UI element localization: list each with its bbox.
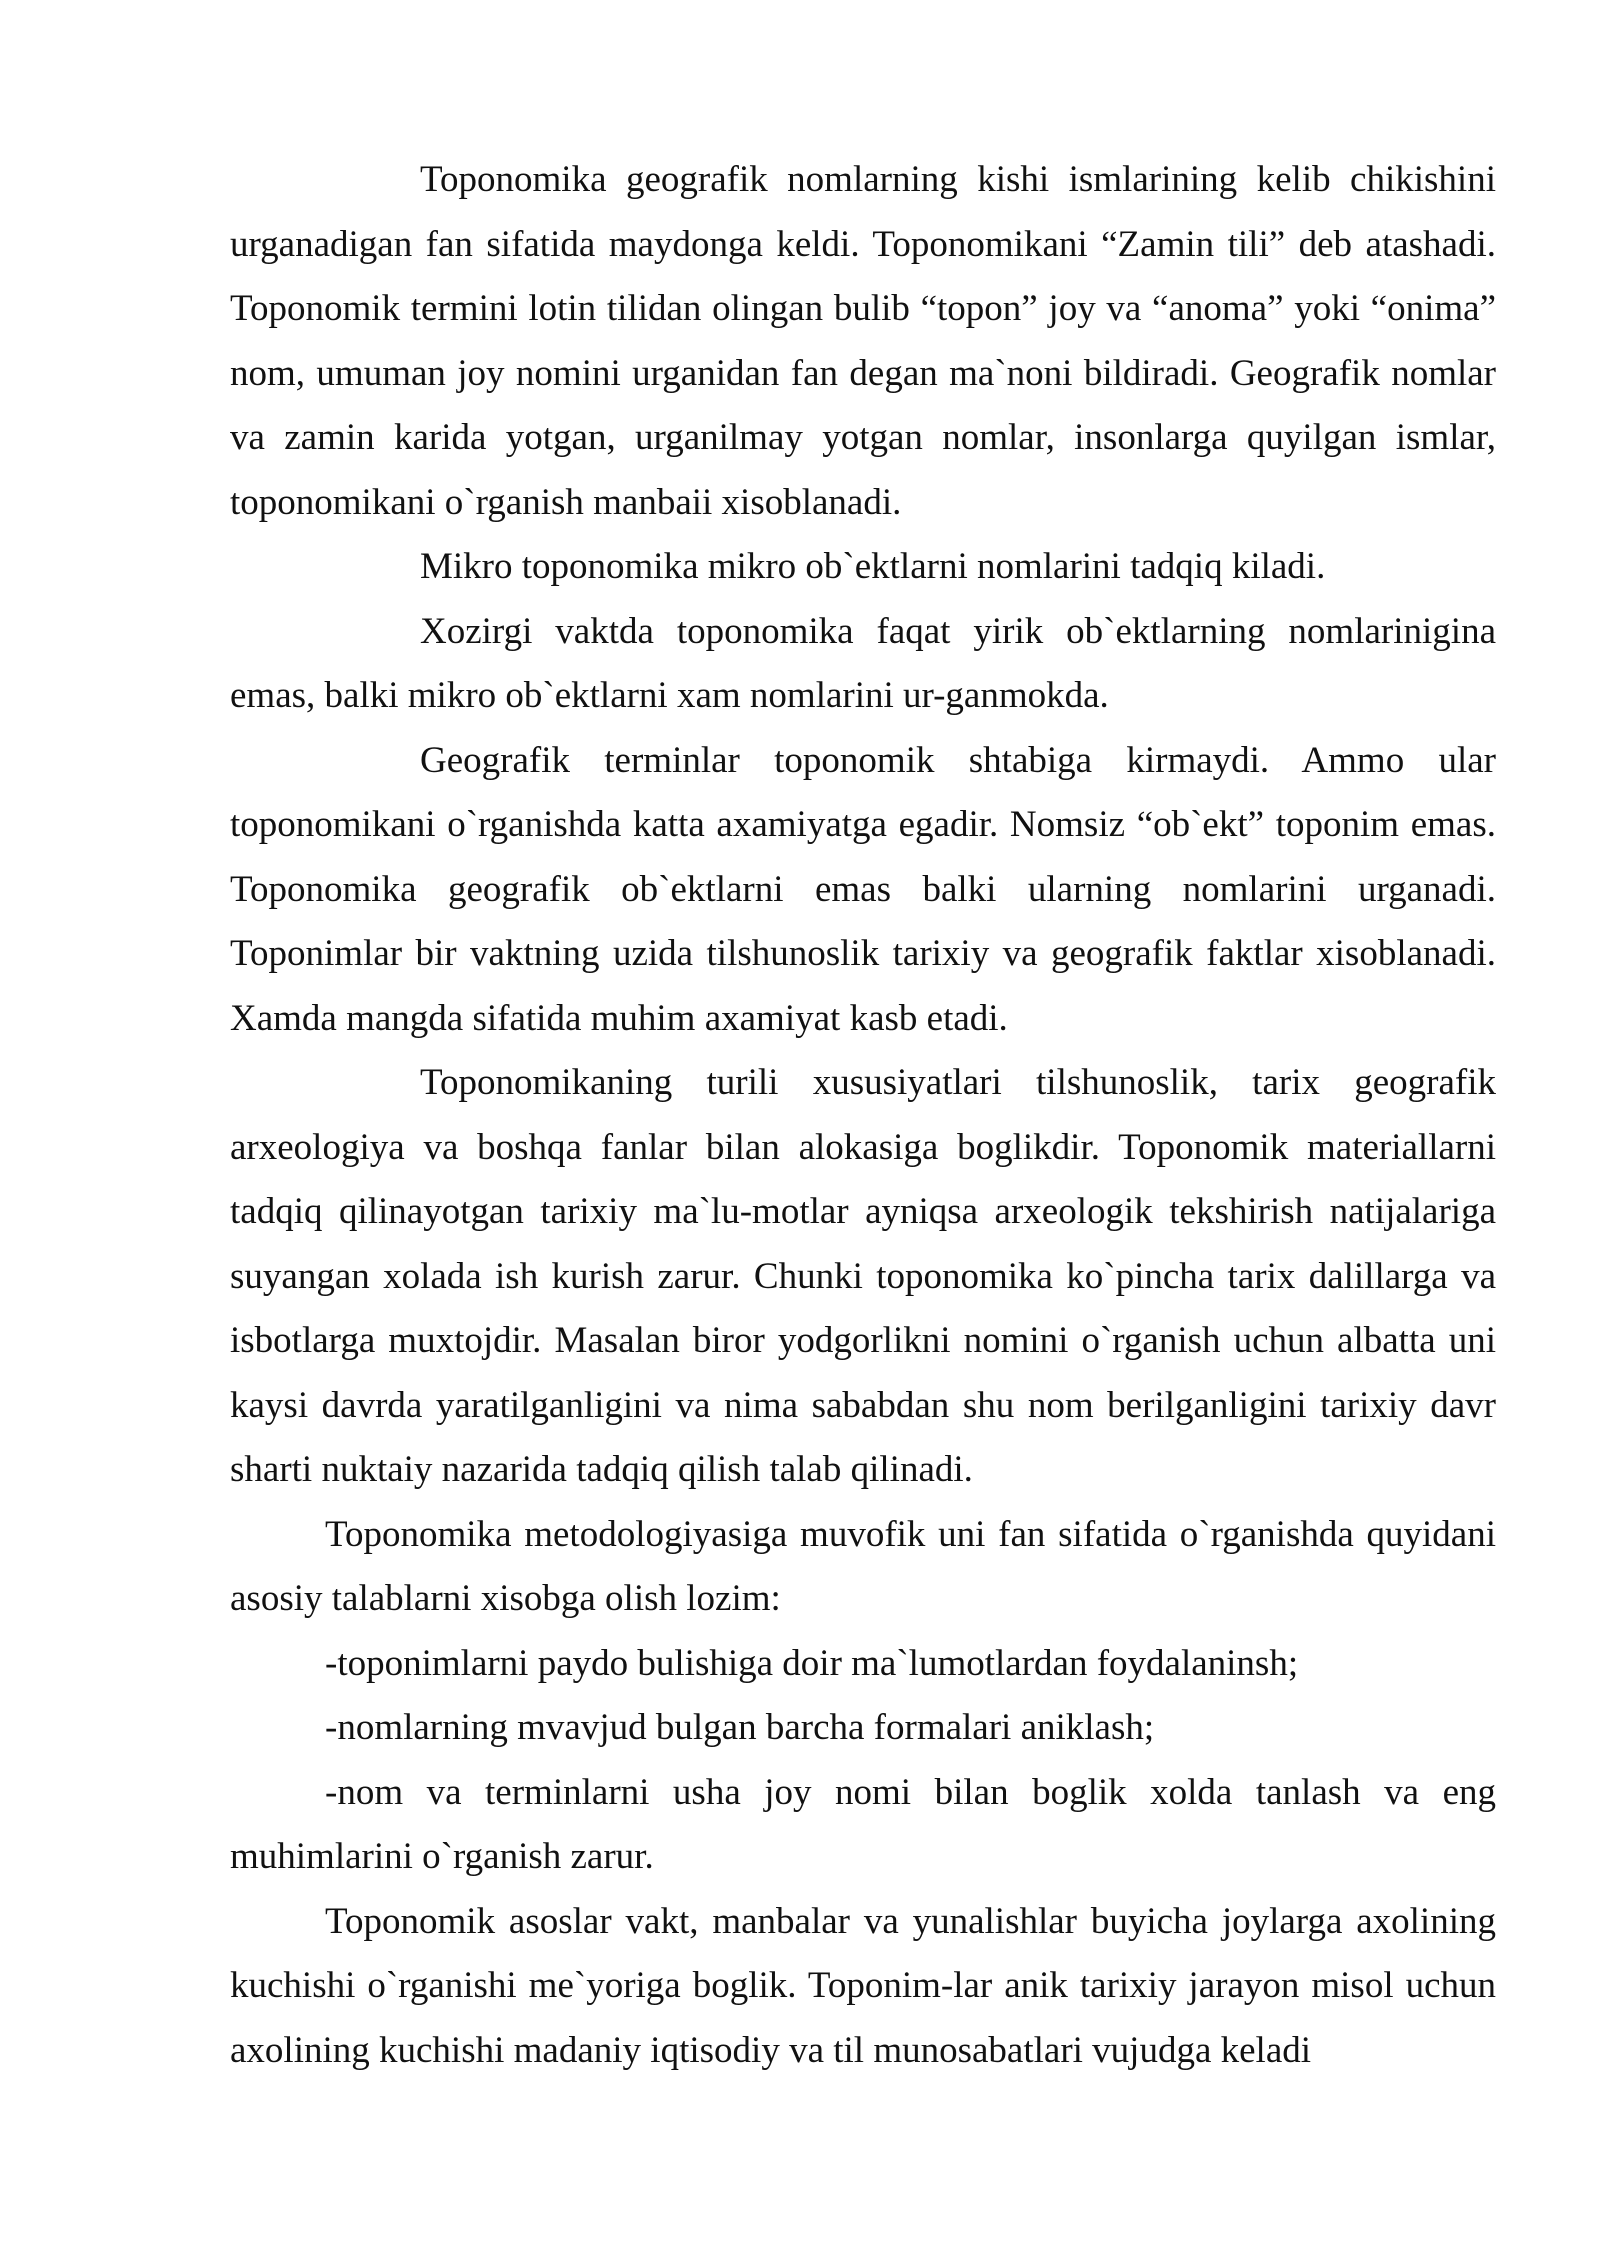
document-page	[230, 148, 1496, 2083]
paragraph-intro: Toponomika geografik nomlarning kishi ismlarining kelib chikishini urganadigan fan sifatida maydonga keldi. Toponomikani “Zamin tili” deb atashadi. Toponomik termini lotin tilidan olingan bulib “topon” joy va “anoma” yoki “onima” nom, umuman joy nomini urganidan fan degan ma`noni bildiradi. Geografik nomlar va zamin karida yotgan, urganilmay yotgan nomlar, insonlarga quyilgan ismlar, toponomikani o`rganish manbaii xisoblanadi.	[230, 159, 1496, 523]
list-item-toponyms: -toponimlarni paydo bulishiga doir ma`lumotlardan foydalaninsh;	[325, 1642, 1299, 1684]
paragraph-foundations: Toponomik asoslar vakt, manbalar va yunalishlar buyicha joylarga axolining kuchishi o`rganishi me`yoriga boglik. Toponim-lar anik tarixiy jarayon misol uchun axolining kuchishi madaniy iqtisodiy va til munosabatlari vujudga keladi	[230, 1900, 1496, 2071]
list-item-terms: -nom va terminlarni usha joy nomi bilan boglik xolda tanlash va eng muhimlarini o`rganish zarur.	[230, 1771, 1496, 1877]
paragraph-current-time: Xozirgi vaktda toponomika faqat yirik ob`ektlarning nomlarinigina emas, balki mikro ob`ektlarni xam nomlarini ur-ganmokda.	[230, 610, 1496, 716]
paragraph-geographic-terms: Geografik terminlar toponomik shtabiga kirmaydi. Ammo ular toponomikani o`rganishda katta axamiyatga egadir. Nomsiz “ob`ekt” toponim emas. Toponomika geografik ob`ektlarni emas balki ularning nomlarini urganadi. Toponimlar bir vaktning uzida tilshunoslik tarixiy va geografik faktlar xisoblanadi. Xamda mangda sifatida muhim axamiyat kasb etadi.	[230, 739, 1496, 1039]
paragraph-micro-toponomy: Mikro toponomika mikro ob`ektlarni nomlarini tadqiq kiladi.	[420, 546, 1326, 587]
list-item-forms: -nomlarning mvavjud bulgan barcha formalari aniklash;	[325, 1707, 1155, 1748]
paragraph-features: Toponomikaning turili xususiyatlari tilshunoslik, tarix geografik arxeologiya va boshqa fanlar bilan alokasiga boglikdir. Toponomik materiallarni tadqiq qilinayotgan tarixiy ma`lu-motlar ayniqsa arxeologik tekshirish natijalariga suyangan xolada ish kurish zarur. Chunki toponomika ko`pincha tarix dalillarga va isbotlarga muxtojdir. Masalan biror yodgorlikni nomini o`rganish uchun albatta uni kaysi davrda yaratilganligini va nima sababdan shu nom berilganligini tarixiy davr sharti nuktaiy nazarida tadqiq qilish talab qilinadi.	[230, 1062, 1496, 1490]
paragraph-methodology: Toponomika metodologiyasiga muvofik uni fan sifatida o`rganishda quyidani asosiy talablarni xisobga olish lozim:	[230, 1513, 1496, 1619]
